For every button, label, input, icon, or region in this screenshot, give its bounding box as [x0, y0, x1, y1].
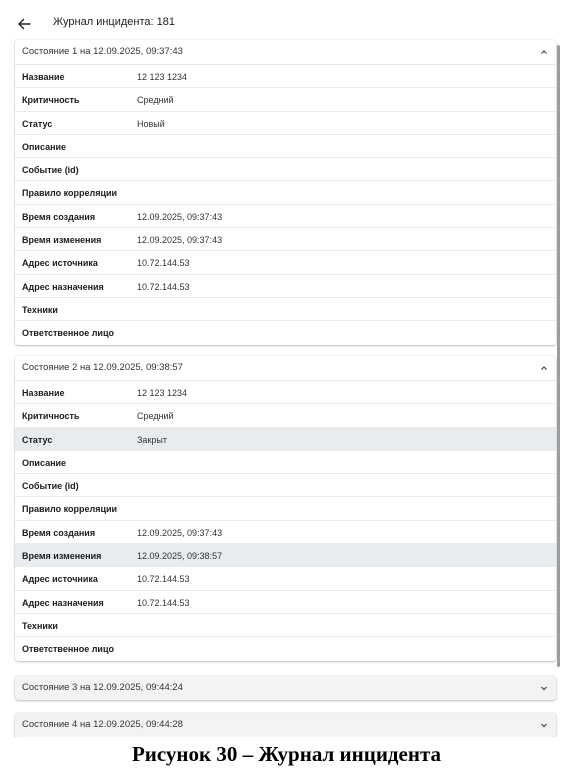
page-title: Журнал инцидента: 181: [53, 16, 175, 28]
field-row: [15, 404, 556, 427]
field-row: [15, 544, 556, 567]
field-value: Закрыт: [137, 434, 167, 445]
field-value: 10.72.144.53: [137, 574, 190, 585]
state-panel-header[interactable]: [15, 40, 556, 65]
field-row: [15, 591, 556, 614]
state-panel: [15, 713, 556, 737]
state-panel: [15, 676, 556, 700]
field-label: Критичность: [22, 411, 80, 422]
field-value: 12 123 1234: [137, 72, 188, 82]
chevron-up-icon[interactable]: [540, 48, 548, 56]
field-label: Название: [22, 72, 65, 82]
field-label: Ответственное лицо: [22, 644, 114, 655]
field-label: Время изменения: [22, 551, 102, 562]
field-row: [15, 228, 556, 251]
field-row: [15, 381, 556, 404]
field-label: Правило корреляции: [22, 504, 118, 515]
field-label: Адрес назначения: [22, 281, 104, 292]
field-label: Событие (id): [22, 165, 79, 176]
field-label: Время создания: [22, 211, 96, 222]
field-value: 12.09.2025, 09:37:43: [137, 527, 223, 538]
field-label: Ответственное лицо: [22, 328, 114, 339]
field-label: Адрес источника: [22, 574, 98, 585]
field-label: Название: [22, 388, 65, 398]
field-row: [15, 428, 556, 451]
state-title: Состояние 2 на 12.09.2025, 09:38:57: [22, 362, 183, 373]
state-panel: [15, 356, 556, 661]
field-value: Средний: [137, 95, 174, 106]
field-row: [15, 637, 556, 660]
chevron-up-icon[interactable]: [540, 364, 548, 372]
field-value: 12 123 1234: [137, 388, 188, 398]
field-row: [15, 251, 556, 274]
back-button[interactable]: [15, 15, 33, 33]
field-label: Адрес назначения: [22, 597, 104, 608]
field-value: Средний: [137, 411, 174, 422]
field-row: [15, 321, 556, 344]
field-label: Техники: [22, 620, 58, 631]
field-label: Статус: [22, 118, 53, 129]
field-label: Критичность: [22, 95, 80, 106]
state-title: Состояние 1 на 12.09.2025, 09:37:43: [22, 46, 183, 57]
chevron-down-icon[interactable]: [540, 684, 548, 692]
field-label: Время создания: [22, 527, 96, 538]
field-row: [15, 205, 556, 228]
field-value: Новый: [137, 118, 165, 129]
states-list: [7, 40, 565, 737]
field-row: [15, 298, 556, 321]
arrow-left-icon: [15, 15, 33, 33]
state-panel: [15, 40, 556, 345]
field-label: Техники: [22, 304, 58, 315]
field-row: [15, 497, 556, 520]
field-label: Время изменения: [22, 235, 102, 246]
field-value: 10.72.144.53: [137, 258, 190, 269]
field-row: [15, 112, 556, 135]
field-row: [15, 521, 556, 544]
chevron-down-icon[interactable]: [540, 721, 548, 729]
state-fields: [15, 381, 556, 661]
field-value: 10.72.144.53: [137, 281, 190, 292]
header-bar: [7, 7, 565, 40]
state-panel-header[interactable]: [15, 356, 556, 381]
field-label: Адрес источника: [22, 258, 98, 269]
field-label: Правило корреляции: [22, 188, 118, 199]
field-row: [15, 567, 556, 590]
field-label: Событие (id): [22, 481, 79, 492]
state-panel-header[interactable]: [15, 713, 556, 737]
field-label: Описание: [22, 141, 67, 152]
field-row: [15, 88, 556, 111]
field-label: Описание: [22, 457, 67, 468]
field-value: 10.72.144.53: [137, 597, 190, 608]
field-row: [15, 135, 556, 158]
field-value: 12.09.2025, 09:37:43: [137, 211, 223, 222]
field-row: [15, 65, 556, 88]
state-panel-header[interactable]: [15, 676, 556, 700]
state-title: Состояние 3 на 12.09.2025, 09:44:24: [22, 682, 183, 693]
field-row: [15, 181, 556, 204]
field-row: [15, 614, 556, 637]
field-value: 12.09.2025, 09:37:43: [137, 235, 223, 246]
field-label: Статус: [22, 434, 53, 445]
field-row: [15, 275, 556, 298]
field-row: [15, 474, 556, 497]
field-row: [15, 158, 556, 181]
state-fields: [15, 65, 556, 345]
state-title: Состояние 4 на 12.09.2025, 09:44:28: [22, 719, 183, 730]
figure-caption: Рисунок 30 – Журнал инцидента: [131, 742, 442, 766]
scrollbar[interactable]: [557, 45, 560, 667]
incident-log-window: [7, 7, 565, 737]
field-row: [15, 451, 556, 474]
field-value: 12.09.2025, 09:38:57: [137, 551, 223, 562]
